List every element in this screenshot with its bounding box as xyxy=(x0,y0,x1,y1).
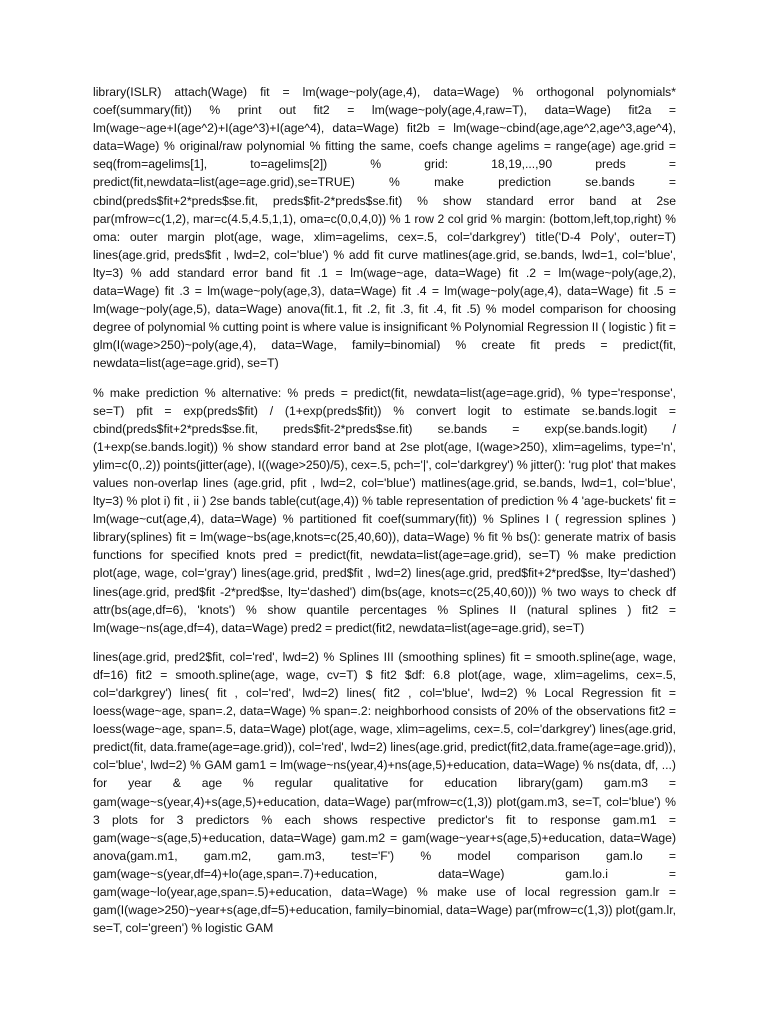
paragraph-polynomial-regression: library(ISLR) attach(Wage) fit = lm(wage~poly(age,4), data=Wage) % orthogonal polynomials* coef(summary(fit)) % print out fit2 = lm(wage~poly(age,4,raw=T), data=Wage) fit2a = lm(wage~age+I(age^2)+I(age^3)+I(age^4), data=Wage) fit2b = lm(wage~cbind(age,age^2,age^3,age^4), data=Wage) % original/raw polynomial % fitting the same, coefs change agelims = range(age) age.grid = seq(from=agelims[1], to=agelims[2]) % grid: 18,19,...,90 preds = predict(fit,newdata=list(age=age.grid),se=TRUE) % make prediction se.bands = cbind(preds$fit+2*preds$se.fit, preds$fit-2*preds$se.fit) % show standard error band at 2se par(mfrow=c(1,2), mar=c(4.5,4.5,1,1), oma=c(0,0,4,0)) % 1 row 2 col grid % margin: (bottom,left,top,right) % oma: outer margin plot(age, wage, xlim=agelims, cex=.5, col='darkgrey') title('D-4 Poly', outer=T) lines(age.grid, preds$fit , lwd=2, col='blue') % add fit curve matlines(age.grid, se.bands, lwd=1, col='blue', lty=3) % add standard error band fit .1 = lm(wage~age, data=Wage) fit .2 = lm(wage~poly(age,2), data=Wage) fit .3 = lm(wage~poly(age,3), data=Wage) fit .4 = lm(wage~poly(age,4), data=Wage) fit .5 = lm(wage~poly(age,5), data=Wage) anova(fit.1, fit .2, fit .3, fit .4, fit .5) % model comparison for choosing degree of polynomial % cutting point is where value is insignificant % Polynomial Regression II ( logistic ) fit = glm(I(wage>250)~poly(age,4), data=Wage, family=binomial) % create fit preds = predict(fit, newdata=list(age=age.grid), se=T) xyxy=(93,85,676,371)
paragraph-smoothing-loess-gam: lines(age.grid, pred2$fit, col='red', lwd=2) % Splines III (smoothing splines) fit = smooth.spline(age, wage, df=16) fit2 = smooth.spline(age, wage, cv=T) $ fit2 $df: 6.8 plot(age, wage, xlim=agelims, cex=.5, col='darkgrey') lines( fit , col='red', lwd=2) lines( fit2 , col='blue', lwd=2) % Local Regression fit = loess(wage~age, span=.2, data=Wage) % span=.2: neighborhood consists of 20% of the observations fit2 = loess(wage~age, span=.5, data=Wage) plot(age, wage, xlim=agelims, cex=.5, col='darkgrey') lines(age.grid, predict(fit, data.frame(age=age.grid)), col='red', lwd=2) lines(age.grid, predict(fit2,data.frame(age=age.grid)), col='blue', lwd=2) % GAM gam1 = lm(wage~ns(year,4)+ns(age,5)+education, data=Wage) % ns(data, df, ...) for year & age % regular qualitative for education library(gam) gam.m3 = gam(wage~s(year,4)+s(age,5)+education, data=Wage) par(mfrow=c(1,3)) plot(gam.m3, se=T, col='blue') % 3 plots for 3 predictors % each shows respective predictor's fit to response gam.m1 = gam(wage~s(age,5)+education, data=Wage) gam.m2 = gam(wage~year+s(age,5)+education, data=Wage) anova(gam.m1, gam.m2, gam.m3, test='F') % model comparison gam.lo = gam(wage~s(year,df=4)+lo(age,span=.7)+education, data=Wage) gam.lo.i = gam(wage~lo(year,age,span=.5)+education, data=Wage) % make use of local regression gam.lr = gam(I(wage>250)~year+s(age,df=5)+education, family=binomial, data=Wage) par(mfrow=c(1,3)) plot(gam.lr, se=T, col='green') % logistic GAM xyxy=(93,649,676,936)
document-body xyxy=(93,83,676,937)
paragraph-logistic-and-splines: % make prediction % alternative: % preds = predict(fit, newdata=list(age=age.grid), % type='response', se=T) pfit = exp(preds$fit) / (1+exp(preds$fit)) % convert logit to estimate se.bands.logit = cbind(preds$fit+2*preds$se.fit, preds$fit-2*preds$se.fit) se.bands = exp(se.bands.logit) / (1+exp(se.bands.logit)) % show standard error band at 2se plot(age, I(wage>250), xlim=agelims, type='n', ylim=c(0,.2)) points(jitter(age), I((wage>250)/5), cex=.5, pch='|', col='darkgrey') % jitter(): 'rug plot' that makes values non-overlap lines (age.grid, pfit , lwd=2, col='blue') matlines(age.grid, se.bands, lwd=1, col='blue', lty=3) % plot i) fit , ii ) 2se bands table(cut(age,4)) % table representation of prediction % 4 'age-buckets' fit = lm(wage~cut(age,4), data=Wage) % partitioned fit coef(summary(fit)) % Splines I ( regression splines ) library(splines) fit = lm(wage~bs(age,knots=c(25,40,60)), data=Wage) % fit % bs(): generate matrix of basis functions for specified knots pred = predict(fit, newdata=list(age=age.grid), se=T) % make prediction plot(age, wage, col='gray') lines(age.grid, pred$fit , lwd=2) lines(age.grid, pred$fit+2*pred$se, lty='dashed') lines(age.grid, pred$fit -2*pred$se, lty='dashed') dim(bs(age, knots=c(25,40,60))) % two ways to check df attr(bs(age,df=6), 'knots') % show quantile percentages % Splines II (natural splines ) fit2 = lm(wage~ns(age,df=4), data=Wage) pred2 = predict(fit2, newdata=list(age=age.grid), se=T) xyxy=(93,385,676,635)
